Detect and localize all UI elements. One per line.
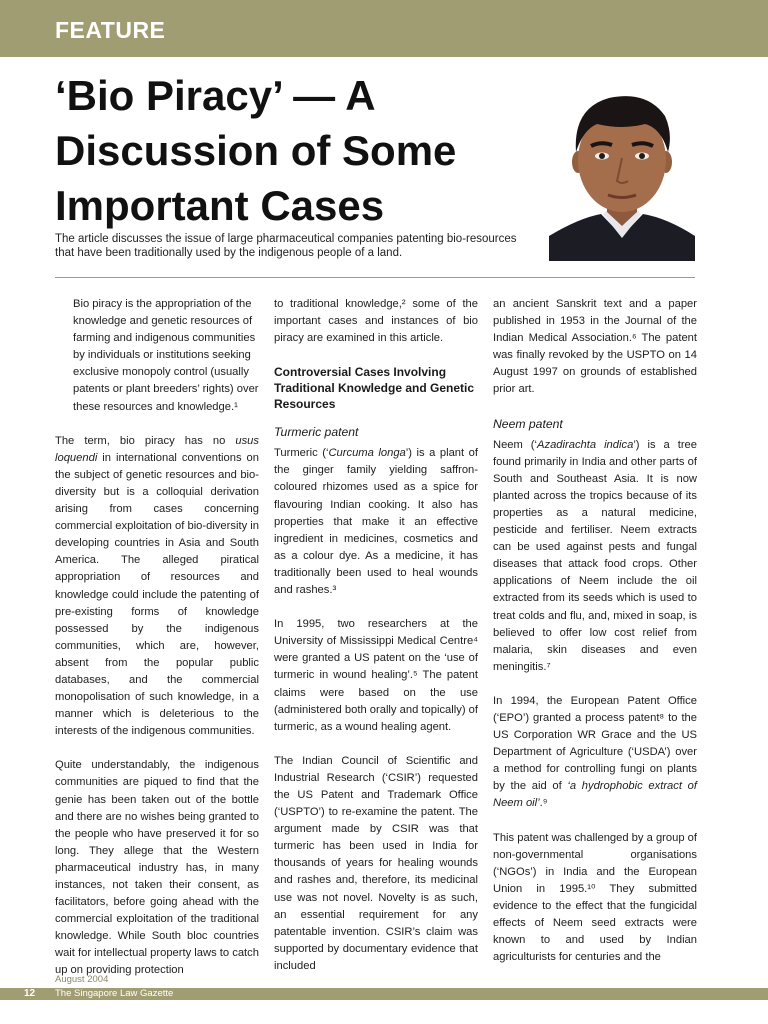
- body-paragraph: This patent was challenged by a group of non-governmental organisations (‘NGOs’) in India and the European Union in 1995.¹⁰ They submitted evidence to the effect that the fungicidal effects of Neem seed extracts were known to and used by Indian agriculturists for centuries and the: [493, 831, 697, 964]
- italic-term: Curcuma longa: [328, 447, 406, 460]
- body-paragraph: to traditional knowledge,² some of the important cases and instances of bio piracy are examined in this article.: [274, 298, 478, 345]
- body-paragraph: [55, 433, 259, 741]
- text-run: Neem (‘: [493, 438, 538, 451]
- subsection-heading: Neem patent: [493, 416, 563, 431]
- title-line: ‘Bio Piracy’ — A: [55, 72, 376, 119]
- article-title: [55, 68, 535, 233]
- text-run: .⁹: [539, 797, 548, 810]
- text-run: ’) is a tree found primarily in India and other parts of South and Southeast Asia. It is now planted across the tropics because of its properties as a natural medicine, pesticide and fertiliser. Neem extracts can be used against pests and fungal diseases that attack food crops. Other applications of Neem include the oil extracted from its seeds which is used to treat colds and flu, and, mixed in soap, is believed to offer low cost relief from malaria, skin diseases and even meningitis.⁷: [493, 438, 697, 673]
- page-number: 12: [24, 988, 36, 999]
- article-standfirst: [55, 232, 525, 260]
- text-run: The term, bio piracy has no: [55, 434, 236, 447]
- section-heading: Controversial Cases Involving Traditional Knowledge and Genetic Resources: [274, 365, 475, 412]
- title-line: Important Cases: [55, 182, 385, 229]
- publication-name: The Singapore Law Gazette: [55, 988, 174, 999]
- standfirst-line: that have been traditionally used by the indigenous people of a land.: [55, 247, 403, 259]
- article-column-3: [493, 296, 697, 983]
- article-column-2: [274, 296, 478, 992]
- article-column-1: [55, 296, 259, 997]
- standfirst-line: The article discusses the issue of large pharmaceutical companies patenting bio-resources: [55, 233, 517, 245]
- title-line: Discussion of Some: [55, 127, 457, 174]
- body-paragraph: [274, 445, 478, 599]
- italic-quote: ‘a hydrophobic extract of Neem oil’: [493, 780, 697, 810]
- subsection-heading: Turmeric patent: [274, 425, 359, 440]
- issue-date: August 2004: [55, 974, 109, 985]
- body-paragraph: [493, 437, 697, 676]
- italic-term: Azadirachta indica: [537, 438, 634, 451]
- section-label: FEATURE: [55, 17, 166, 43]
- italic-term: usus loquendi: [55, 434, 259, 464]
- author-photo: [549, 86, 695, 261]
- body-paragraph: [493, 693, 697, 813]
- header-divider: [55, 277, 695, 278]
- text-run: ’) is a plant of the ginger family yielding saffron-coloured rhizomes used as a spice for flavouring Indian cooking. It also has properties that make it an effective ingredient in medicines, cosmetics and as a colour dye. As a medicine, it has traditionally been used to heal wounds and rashes.³: [274, 447, 478, 597]
- text-run: in international conventions on the subject of genetic resources and bio-diversity but is a colloquial derivation arising from cases concerning commercial exploitation of bio-diversity in developing countries in Asia and South America. The alleged piratical appropriation of resources and knowledge could include the patenting of pre-existing forms of knowledge possessed by the indigenous communities, which are, however, absent from the popular public databases, and the commercial monopolisation of such knowledge, in a manner which is deleterious to the interests of the indigenous communities.: [55, 451, 259, 738]
- text-run: In 1994, the European Patent Office (‘EPO’) granted a process patent⁸ to the US Corporation WR Grace and the US Department of Agriculture (‘USDA’) over a method for controlling fungi on plants by the aid of: [493, 694, 697, 793]
- body-paragraph: an ancient Sanskrit text and a paper published in 1953 in the Journal of the Indian Medical Association.⁶ The patent was finally revoked by the USPTO on 14 August 1997 on grounds of established prior art.: [493, 298, 697, 396]
- text-run: Turmeric (‘: [274, 447, 329, 460]
- author-portrait-illustration: [549, 86, 695, 261]
- body-paragraph: The Indian Council of Scientific and Industrial Research (‘CSIR’) requested the US Patent and Trademark Office (‘USPTO’) to re-examine the patent. The argument made by CSIR was that turmeric has been used in India for thousands of years for healing wounds and rashes and, therefore, its medicinal use was not novel. Novelty is as such, an essential requirement for any patentable invention. CSIR’s claim was supported by documentary evidence that included: [274, 754, 478, 972]
- body-paragraph: Quite understandably, the indigenous communities are piqued to find that the genie has been taken out of the bottle and there are no wishes being granted to the people who have preserved it for so long. They allege that the Western pharmaceutical industry has, in many instances, not taken their consent, as facilitators, before going ahead with the commercial exploitation of the traditional knowledge. While South bloc countries wait for intellectual property laws to catch up on providing protection: [55, 759, 259, 977]
- intro-paragraph: Bio piracy is the appropriation of the knowledge and genetic resources of farming and indigenous communities by individuals or institutions seeking exclusive monopoly control (usually patents or plant breeders’ rights) over these resources and knowledge.¹: [73, 298, 259, 413]
- body-paragraph: In 1995, two researchers at the University of Mississippi Medical Centre⁴ were granted a US patent on the ‘use of turmeric in wound healing’.⁵ The patent claims were based on the use (administered both orally and topically) of turmeric, as a wound healing agent.: [274, 618, 478, 733]
